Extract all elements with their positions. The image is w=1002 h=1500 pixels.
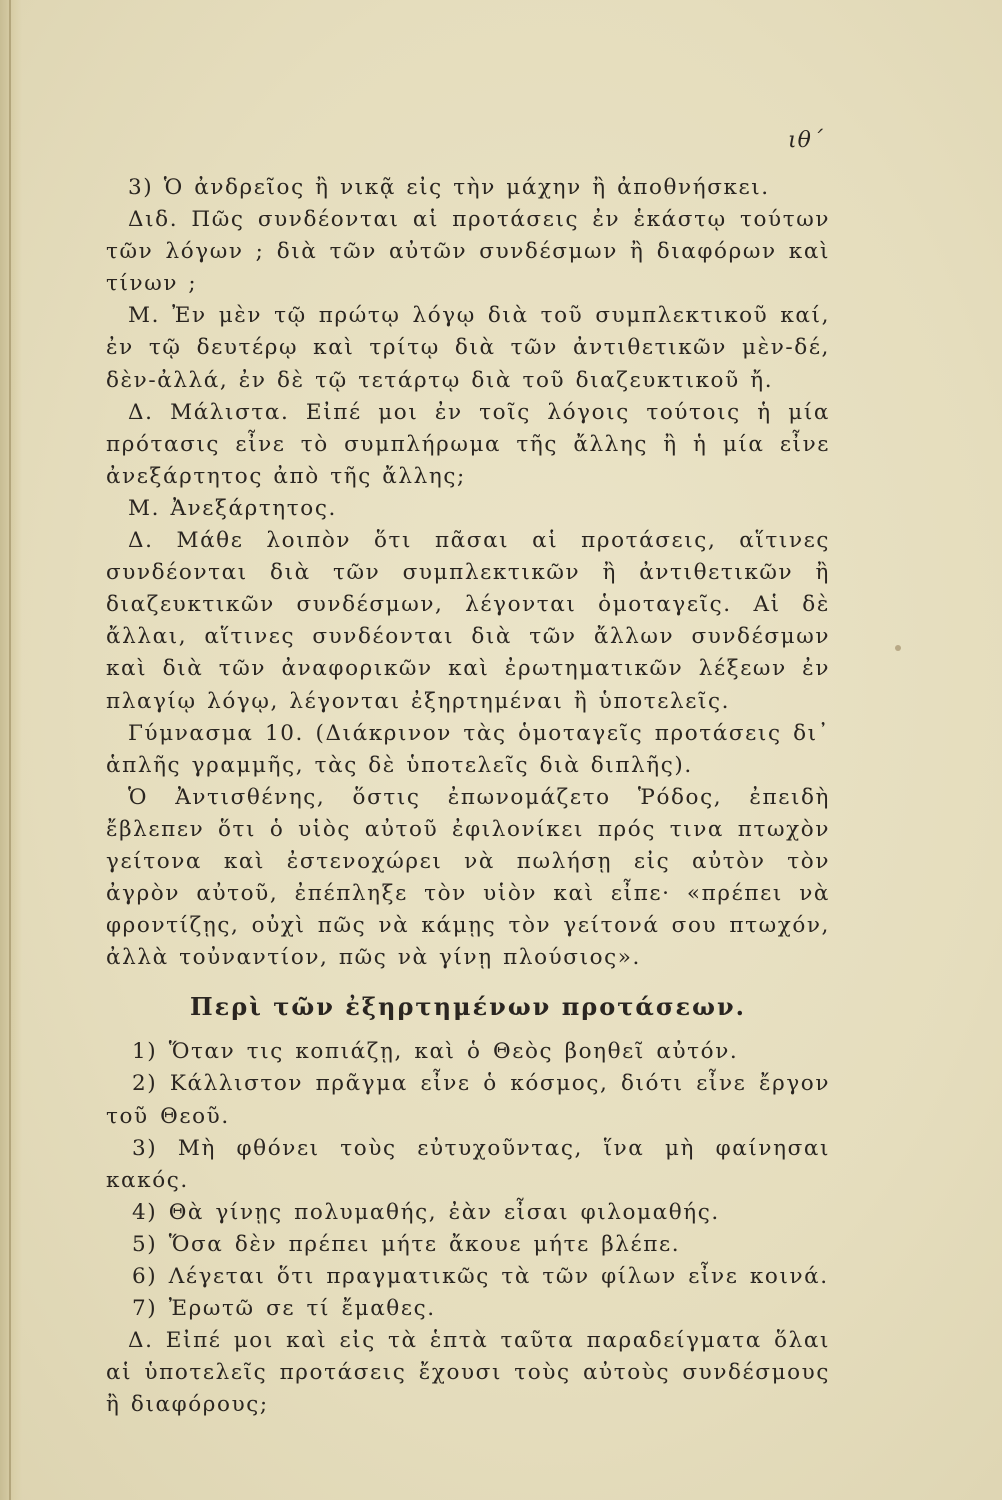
- paragraph-closing-question: Δ. Εἰπέ μοι καὶ εἰς τὰ ἑπτὰ ταῦτα παραδείγματα ὅλαι αἱ ὑποτελεῖς προτάσεις ἔχουσι τοὺς αὐτοὺς συνδέσμους ἢ διαφόρους;: [106, 1328, 830, 1418]
- example-item: 1) Ὅταν τις κοπιάζῃ, καὶ ὁ Θεὸς βοηθεῖ αὐτόν.: [132, 1039, 739, 1065]
- gutter-line: [9, 0, 11, 1500]
- paper-stain: [895, 645, 901, 651]
- page-number: ιθ΄: [788, 128, 824, 153]
- example-item: 3) Μὴ φθόνει τοὺς εὐτυχοῦντας, ἵνα μὴ φαίνησαι κακός.: [106, 1135, 830, 1193]
- paragraph-definition: Δ. Μάθε λοιπὸν ὅτι πᾶσαι αἱ προτάσεις, αἵτινες συνδέονται διὰ τῶν συμπλεκτικῶν ἢ ἀντιθετικῶν ἢ διαζευκτικῶν συνδέσμων, λέγονται ὁμοταγεῖς. Αἱ δὲ ἄλλαι, αἵτινες συνδέονται διὰ τῶν ἄλλων συνδέσμων καὶ διὰ τῶν ἀναφορικῶν καὶ ἐρωτηματικῶν λέξεων ἐν πλαγίῳ λόγῳ, λέγονται ἐξηρτημέναι ἢ ὑποτελεῖς.: [106, 528, 830, 714]
- section-heading: Περὶ τῶν ἐξηρτημένων προτάσεων.: [190, 992, 746, 1022]
- page-text: [106, 172, 830, 1421]
- example-item: 5) Ὅσα δὲν πρέπει μήτε ἄκουε μήτε βλέπε.: [132, 1231, 681, 1257]
- page-gutter: [0, 0, 22, 1500]
- paragraph-exercise-10: Γύμνασμα 10. (Διάκρινον τὰς ὁμοταγεῖς προτάσεις δι᾽ ἁπλῆς γραμμῆς, τὰς δὲ ὑποτελεῖς διὰ διπλῆς).: [106, 720, 830, 778]
- example-item: 2) Κάλλιστον πρᾶγμα εἶνε ὁ κόσμος, διότι εἶνε ἔργον τοῦ Θεοῦ.: [106, 1071, 830, 1129]
- paragraph-student-reply: Μ. Ἀνεξάρτητος.: [128, 495, 337, 521]
- paragraph-teacher-question: Διδ. Πῶς συνδέονται αἱ προτάσεις ἐν ἑκάστῳ τούτων τῶν λόγων ; διὰ τῶν αὐτῶν συνδέσμων ἢ διαφόρων καὶ τίνων ;: [106, 207, 830, 297]
- example-item: 6) Λέγεται ὅτι πραγματικῶς τὰ τῶν φίλων εἶνε κοινά.: [132, 1264, 829, 1289]
- paragraph-teacher-followup: Δ. Μάλιστα. Εἰπέ μοι ἐν τοῖς λόγοις τούτοις ἡ μία πρότασις εἶνε τὸ συμπλήρωμα τῆς ἄλλης ἢ ἡ μία εἶνε ἀνεξάρτητος ἀπὸ τῆς ἄλλης;: [106, 399, 830, 489]
- example-item: 7) Ἐρωτῶ σε τί ἔμαθες.: [132, 1296, 436, 1322]
- paragraph-example-3: 3) Ὁ ἀνδρεῖος ἢ νικᾷ εἰς τὴν μάχην ἢ ἀποθνήσκει.: [128, 175, 770, 200]
- paragraph-student-answer: Μ. Ἐν μὲν τῷ πρώτῳ λόγῳ διὰ τοῦ συμπλεκτικοῦ καί, ἐν τῷ δευτέρῳ καὶ τρίτῳ διὰ τῶν ἀντιθετικῶν μὲν-δέ, δὲν-ἀλλά, ἐν δὲ τῷ τετάρτῳ διὰ τοῦ διαζευκτικοῦ ἤ.: [106, 303, 830, 393]
- example-item: 4) Θὰ γίνῃς πολυμαθής, ἐὰν εἶσαι φιλομαθής.: [132, 1199, 720, 1225]
- paragraph-antisthenes: Ὁ Ἀντισθένης, ὅστις ἐπωνομάζετο Ῥόδος, ἐπειδὴ ἔβλεπεν ὅτι ὁ υἱὸς αὐτοῦ ἐφιλονίκει πρός τινα πτωχὸν γείτονα καὶ ἐστενοχώρει νὰ πωλήσῃ εἰς αὐτὸν τὸν ἀγρὸν αὐτοῦ, ἐπέπληξε τὸν υἱὸν καὶ εἶπε· «πρέπει νὰ φροντίζῃς, οὐχὶ πῶς νὰ κάμῃς τὸν γείτονά σου πτωχόν, ἀλλὰ τοὐναντίον, πῶς νὰ γίνῃ πλούσιος».: [106, 784, 830, 971]
